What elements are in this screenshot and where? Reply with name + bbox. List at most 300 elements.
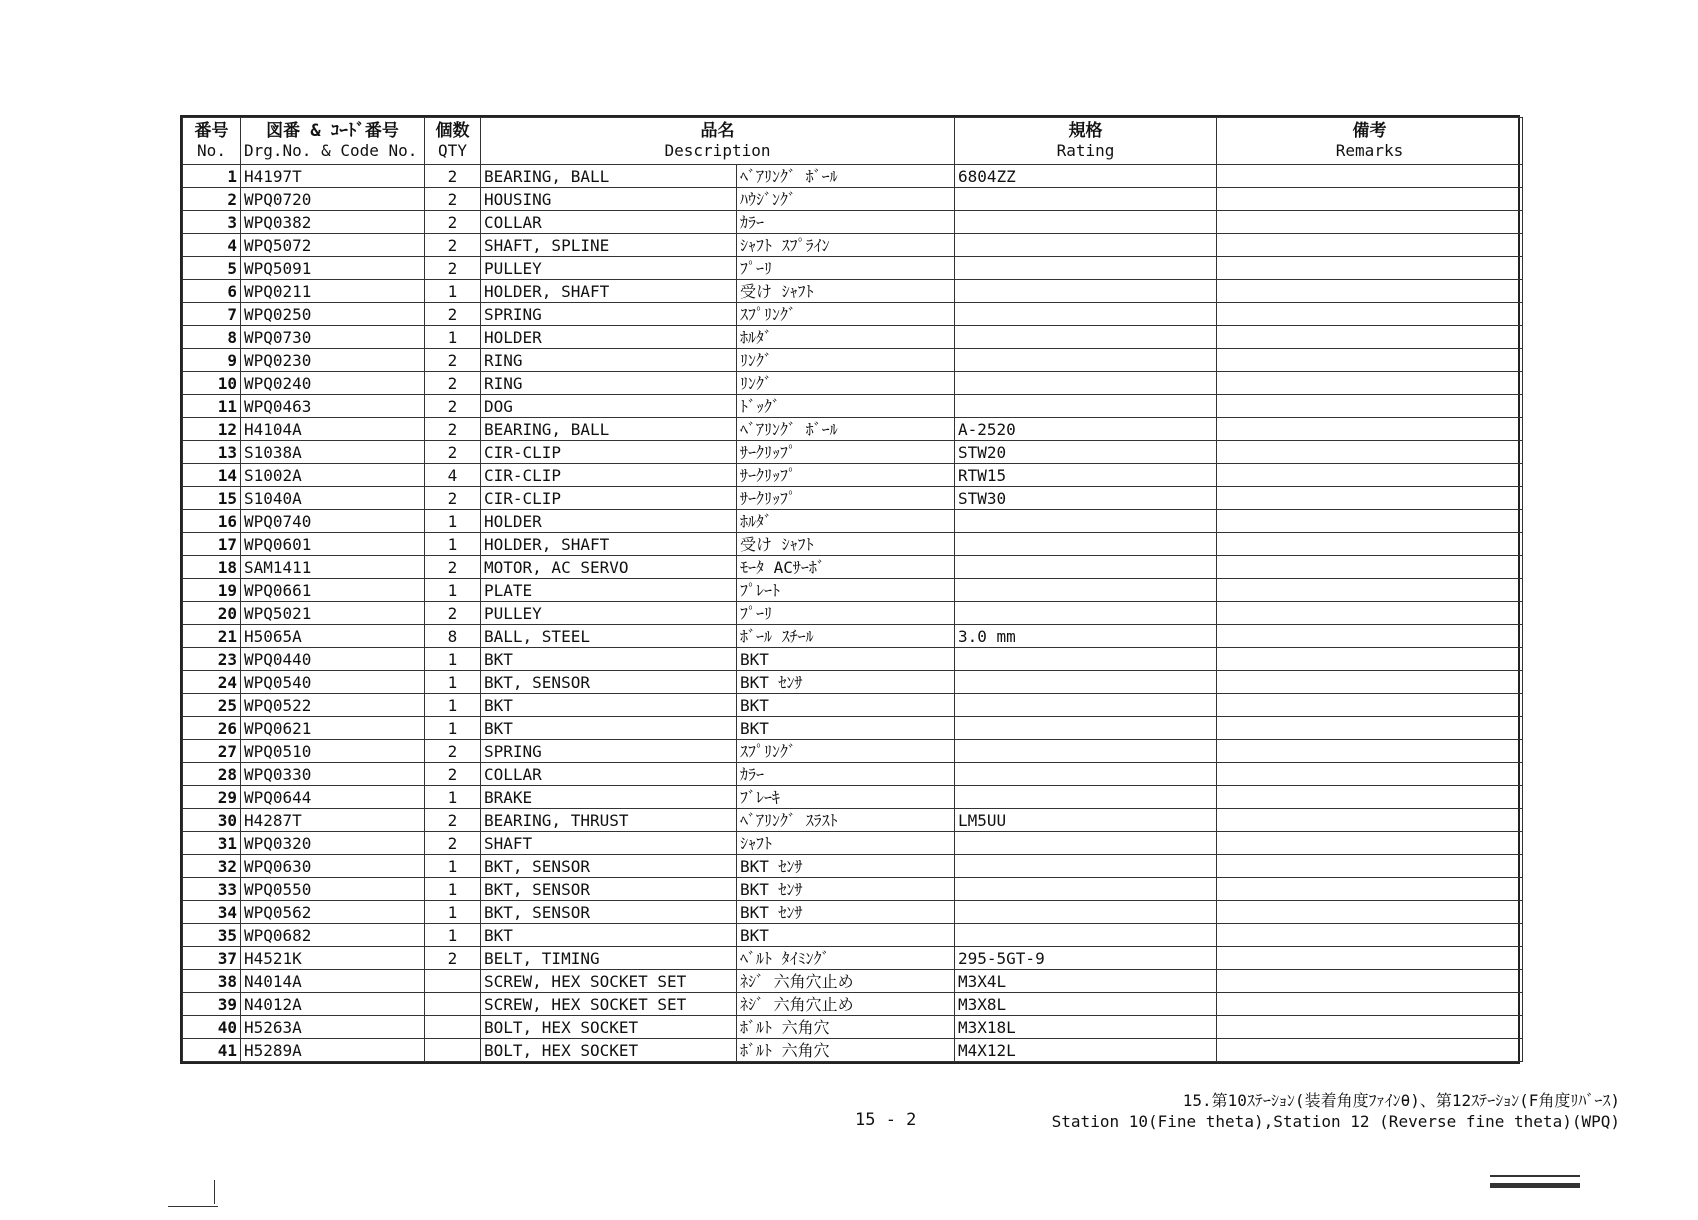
remarks-cell (1217, 694, 1523, 717)
table-row (183, 165, 1523, 188)
part-number-cell: 10 (183, 372, 241, 395)
remarks-cell (1217, 740, 1523, 763)
header-qty (425, 118, 481, 165)
rating-cell (955, 671, 1217, 694)
drawing-code-cell: S1040A (241, 487, 425, 510)
description-jp-cell: BKT ｾﾝｻ (737, 878, 955, 901)
quantity-cell: 1 (425, 694, 481, 717)
description-cell: BKT, SENSOR (481, 671, 737, 694)
description-jp-cell: ﾈｼﾞ 六角穴止め (737, 993, 955, 1016)
table-row (183, 602, 1523, 625)
part-number-cell: 9 (183, 349, 241, 372)
description-jp-cell: ﾌﾞﾚｰｷ (737, 786, 955, 809)
description-jp-cell: ｻｰｸﾘｯﾌﾟ (737, 441, 955, 464)
rating-cell (955, 280, 1217, 303)
description-jp-cell: ｼｬﾌﾄ ｽﾌﾟﾗｲﾝ (737, 234, 955, 257)
table-row (183, 441, 1523, 464)
table-row (183, 924, 1523, 947)
description-cell: PULLEY (481, 602, 737, 625)
description-jp-cell: ﾍﾞﾙﾄ ﾀｲﾐﾝｸﾞ (737, 947, 955, 970)
part-number-cell: 20 (183, 602, 241, 625)
quantity-cell: 2 (425, 257, 481, 280)
remarks-cell (1217, 441, 1523, 464)
part-number-cell: 16 (183, 510, 241, 533)
part-number-cell: 1 (183, 165, 241, 188)
description-jp-cell: ﾎﾙﾀﾞ (737, 326, 955, 349)
rating-cell (955, 878, 1217, 901)
rating-cell: STW30 (955, 487, 1217, 510)
part-number-cell: 17 (183, 533, 241, 556)
remarks-cell (1217, 970, 1523, 993)
description-cell: HOUSING (481, 188, 737, 211)
quantity-cell: 1 (425, 579, 481, 602)
drawing-code-cell: WPQ0601 (241, 533, 425, 556)
description-cell: BEARING, BALL (481, 165, 737, 188)
rating-cell: LM5UU (955, 809, 1217, 832)
parts-list-sheet (180, 115, 1520, 1064)
quantity-cell (425, 1039, 481, 1062)
description-cell: SCREW, HEX SOCKET SET (481, 970, 737, 993)
rating-cell (955, 372, 1217, 395)
rating-cell (955, 556, 1217, 579)
remarks-cell (1217, 717, 1523, 740)
quantity-cell: 2 (425, 188, 481, 211)
remarks-cell (1217, 1039, 1523, 1062)
quantity-cell: 2 (425, 303, 481, 326)
header-description (481, 118, 955, 165)
drawing-code-cell: WPQ0644 (241, 786, 425, 809)
quantity-cell: 1 (425, 671, 481, 694)
table-row (183, 947, 1523, 970)
header-rating-en: Rating (1056, 141, 1115, 160)
part-number-cell: 8 (183, 326, 241, 349)
header-drg-en: Drg.No. & Code No. (244, 141, 418, 160)
description-cell: BRAKE (481, 786, 737, 809)
header-remarks-jp: 備考 (1352, 121, 1387, 141)
description-jp-cell: ﾄﾞｯｸﾞ (737, 395, 955, 418)
remarks-cell (1217, 878, 1523, 901)
table-row (183, 188, 1523, 211)
description-jp-cell: ﾎﾞｰﾙ ｽﾁｰﾙ (737, 625, 955, 648)
description-jp-cell: ｶﾗｰ (737, 211, 955, 234)
rating-cell (955, 694, 1217, 717)
description-cell: BKT, SENSOR (481, 878, 737, 901)
description-cell: SCREW, HEX SOCKET SET (481, 993, 737, 1016)
quantity-cell: 2 (425, 395, 481, 418)
part-number-cell: 15 (183, 487, 241, 510)
description-cell: SHAFT, SPLINE (481, 234, 737, 257)
remarks-cell (1217, 257, 1523, 280)
quantity-cell: 1 (425, 901, 481, 924)
description-cell: COLLAR (481, 763, 737, 786)
scan-mark (1490, 1175, 1580, 1177)
drawing-code-cell: N4014A (241, 970, 425, 993)
part-number-cell: 40 (183, 1016, 241, 1039)
description-cell: BOLT, HEX SOCKET (481, 1016, 737, 1039)
description-jp-cell: ﾈｼﾞ 六角穴止め (737, 970, 955, 993)
rating-cell: M3X8L (955, 993, 1217, 1016)
table-row (183, 372, 1523, 395)
remarks-cell (1217, 786, 1523, 809)
quantity-cell (425, 1016, 481, 1039)
description-cell: PLATE (481, 579, 737, 602)
description-cell: BELT, TIMING (481, 947, 737, 970)
header-no-jp: 番号 (194, 121, 229, 141)
description-cell: PULLEY (481, 257, 737, 280)
part-number-cell: 24 (183, 671, 241, 694)
drawing-code-cell: WPQ0250 (241, 303, 425, 326)
remarks-cell (1217, 671, 1523, 694)
description-jp-cell: 受け ｼｬﾌﾄ (737, 533, 955, 556)
remarks-cell (1217, 165, 1523, 188)
drawing-code-cell: WPQ0621 (241, 717, 425, 740)
header-rating-jp: 規格 (1068, 121, 1103, 141)
part-number-cell: 19 (183, 579, 241, 602)
table-row (183, 464, 1523, 487)
part-number-cell: 34 (183, 901, 241, 924)
table-row (183, 740, 1523, 763)
remarks-cell (1217, 211, 1523, 234)
part-number-cell: 4 (183, 234, 241, 257)
description-cell: DOG (481, 395, 737, 418)
part-number-cell: 37 (183, 947, 241, 970)
table-header-row (183, 118, 1523, 165)
quantity-cell: 1 (425, 855, 481, 878)
table-row (183, 625, 1523, 648)
drawing-code-cell: H4197T (241, 165, 425, 188)
remarks-cell (1217, 947, 1523, 970)
rating-cell: M3X4L (955, 970, 1217, 993)
remarks-cell (1217, 533, 1523, 556)
remarks-cell (1217, 993, 1523, 1016)
part-number-cell: 25 (183, 694, 241, 717)
drawing-code-cell: H5289A (241, 1039, 425, 1062)
quantity-cell: 1 (425, 717, 481, 740)
description-cell: BKT (481, 924, 737, 947)
part-number-cell: 29 (183, 786, 241, 809)
table-row (183, 809, 1523, 832)
rating-cell: RTW15 (955, 464, 1217, 487)
rating-cell (955, 510, 1217, 533)
description-cell: SPRING (481, 303, 737, 326)
table-row (183, 395, 1523, 418)
table-row (183, 648, 1523, 671)
header-desc-jp: 品名 (700, 121, 735, 141)
rating-cell (955, 395, 1217, 418)
remarks-cell (1217, 602, 1523, 625)
rating-cell (955, 579, 1217, 602)
scan-mark (1490, 1183, 1580, 1188)
quantity-cell: 1 (425, 280, 481, 303)
remarks-cell (1217, 234, 1523, 257)
drawing-code-cell: S1038A (241, 441, 425, 464)
table-row (183, 579, 1523, 602)
drawing-code-cell: WPQ0382 (241, 211, 425, 234)
table-row (183, 671, 1523, 694)
description-cell: HOLDER, SHAFT (481, 280, 737, 303)
quantity-cell: 2 (425, 602, 481, 625)
table-row (183, 878, 1523, 901)
description-cell: CIR-CLIP (481, 464, 737, 487)
table-row (183, 763, 1523, 786)
remarks-cell (1217, 464, 1523, 487)
rating-cell (955, 303, 1217, 326)
description-jp-cell: ﾌﾟｰﾘ (737, 602, 955, 625)
part-number-cell: 41 (183, 1039, 241, 1062)
drawing-code-cell: H4287T (241, 809, 425, 832)
description-cell: HOLDER (481, 510, 737, 533)
header-no (183, 118, 241, 165)
description-jp-cell: ﾌﾟｰﾘ (737, 257, 955, 280)
drawing-code-cell: H4104A (241, 418, 425, 441)
table-row (183, 855, 1523, 878)
table-row (183, 326, 1523, 349)
drawing-code-cell: WPQ0540 (241, 671, 425, 694)
remarks-cell (1217, 303, 1523, 326)
quantity-cell: 2 (425, 487, 481, 510)
rating-cell (955, 855, 1217, 878)
quantity-cell: 4 (425, 464, 481, 487)
quantity-cell: 1 (425, 510, 481, 533)
remarks-cell (1217, 188, 1523, 211)
description-cell: CIR-CLIP (481, 441, 737, 464)
description-cell: RING (481, 372, 737, 395)
table-row (183, 993, 1523, 1016)
quantity-cell: 2 (425, 763, 481, 786)
part-number-cell: 11 (183, 395, 241, 418)
rating-cell: STW20 (955, 441, 1217, 464)
description-cell: BKT, SENSOR (481, 855, 737, 878)
description-jp-cell: BKT (737, 648, 955, 671)
drawing-code-cell: WPQ0682 (241, 924, 425, 947)
description-jp-cell: BKT ｾﾝｻ (737, 671, 955, 694)
parts-table (182, 117, 1523, 1062)
rating-cell: 295-5GT-9 (955, 947, 1217, 970)
description-cell: BOLT, HEX SOCKET (481, 1039, 737, 1062)
quantity-cell: 2 (425, 441, 481, 464)
quantity-cell: 2 (425, 234, 481, 257)
parts-table-body (183, 165, 1523, 1062)
quantity-cell: 2 (425, 809, 481, 832)
rating-cell: 3.0 mm (955, 625, 1217, 648)
header-drg (241, 118, 425, 165)
drawing-code-cell: WPQ5072 (241, 234, 425, 257)
drawing-code-cell: WPQ5021 (241, 602, 425, 625)
table-row (183, 211, 1523, 234)
rating-cell (955, 763, 1217, 786)
description-jp-cell: ﾍﾞｱﾘﾝｸﾞ ﾎﾞｰﾙ (737, 418, 955, 441)
rating-cell (955, 602, 1217, 625)
quantity-cell: 2 (425, 211, 481, 234)
part-number-cell: 5 (183, 257, 241, 280)
quantity-cell: 1 (425, 878, 481, 901)
description-cell: BKT (481, 694, 737, 717)
table-row (183, 349, 1523, 372)
description-jp-cell: ﾎﾞﾙﾄ 六角穴 (737, 1016, 955, 1039)
header-remarks (1217, 118, 1523, 165)
rating-cell (955, 832, 1217, 855)
remarks-cell (1217, 280, 1523, 303)
table-row (183, 280, 1523, 303)
drawing-code-cell: WPQ0720 (241, 188, 425, 211)
description-jp-cell: ﾊｳｼﾞﾝｸﾞ (737, 188, 955, 211)
remarks-cell (1217, 924, 1523, 947)
remarks-cell (1217, 579, 1523, 602)
part-number-cell: 13 (183, 441, 241, 464)
quantity-cell (425, 970, 481, 993)
description-cell: CIR-CLIP (481, 487, 737, 510)
rating-cell (955, 257, 1217, 280)
header-desc-en: Description (664, 141, 771, 160)
quantity-cell: 1 (425, 786, 481, 809)
description-jp-cell: BKT ｾﾝｻ (737, 855, 955, 878)
description-cell: SHAFT (481, 832, 737, 855)
part-number-cell: 35 (183, 924, 241, 947)
table-row (183, 694, 1523, 717)
remarks-cell (1217, 901, 1523, 924)
part-number-cell: 32 (183, 855, 241, 878)
drawing-code-cell: WPQ0230 (241, 349, 425, 372)
drawing-code-cell: N4012A (241, 993, 425, 1016)
rating-cell: A-2520 (955, 418, 1217, 441)
table-row (183, 556, 1523, 579)
description-jp-cell: ｻｰｸﾘｯﾌﾟ (737, 487, 955, 510)
drawing-code-cell: WPQ5091 (241, 257, 425, 280)
drawing-code-cell: WPQ0463 (241, 395, 425, 418)
rating-cell (955, 234, 1217, 257)
part-number-cell: 23 (183, 648, 241, 671)
rating-cell (955, 648, 1217, 671)
table-row (183, 418, 1523, 441)
remarks-cell (1217, 855, 1523, 878)
remarks-cell (1217, 832, 1523, 855)
rating-cell: M4X12L (955, 1039, 1217, 1062)
drawing-code-cell: WPQ0630 (241, 855, 425, 878)
part-number-cell: 38 (183, 970, 241, 993)
rating-cell (955, 717, 1217, 740)
part-number-cell: 14 (183, 464, 241, 487)
description-jp-cell: ｼｬﾌﾄ (737, 832, 955, 855)
quantity-cell (425, 993, 481, 1016)
table-row (183, 533, 1523, 556)
drawing-code-cell: WPQ0522 (241, 694, 425, 717)
footer-title (1052, 1090, 1620, 1132)
description-jp-cell: ﾎﾙﾀﾞ (737, 510, 955, 533)
part-number-cell: 3 (183, 211, 241, 234)
remarks-cell (1217, 418, 1523, 441)
table-row (183, 1039, 1523, 1062)
table-row (183, 487, 1523, 510)
rating-cell (955, 326, 1217, 349)
rating-cell: M3X18L (955, 1016, 1217, 1039)
rating-cell (955, 188, 1217, 211)
remarks-cell (1217, 763, 1523, 786)
description-cell: BKT (481, 648, 737, 671)
description-jp-cell: ｶﾗｰ (737, 763, 955, 786)
drawing-code-cell: H5065A (241, 625, 425, 648)
description-cell: BKT (481, 717, 737, 740)
drawing-code-cell: H4521K (241, 947, 425, 970)
description-jp-cell: ﾍﾞｱﾘﾝｸﾞ ﾎﾞｰﾙ (737, 165, 955, 188)
remarks-cell (1217, 349, 1523, 372)
description-jp-cell: ﾎﾞﾙﾄ 六角穴 (737, 1039, 955, 1062)
description-cell: HOLDER, SHAFT (481, 533, 737, 556)
remarks-cell (1217, 395, 1523, 418)
part-number-cell: 2 (183, 188, 241, 211)
quantity-cell: 1 (425, 648, 481, 671)
remarks-cell (1217, 372, 1523, 395)
part-number-cell: 21 (183, 625, 241, 648)
drawing-code-cell: S1002A (241, 464, 425, 487)
table-row (183, 786, 1523, 809)
part-number-cell: 27 (183, 740, 241, 763)
table-row (183, 257, 1523, 280)
description-jp-cell: ｽﾌﾟﾘﾝｸﾞ (737, 740, 955, 763)
description-jp-cell: BKT (737, 694, 955, 717)
part-number-cell: 30 (183, 809, 241, 832)
header-remarks-en: Remarks (1335, 141, 1404, 160)
rating-cell (955, 786, 1217, 809)
header-rating (955, 118, 1217, 165)
drawing-code-cell: WPQ0440 (241, 648, 425, 671)
drawing-code-cell: WPQ0562 (241, 901, 425, 924)
description-cell: BKT, SENSOR (481, 901, 737, 924)
quantity-cell: 2 (425, 165, 481, 188)
page-number: 15 - 2 (855, 1110, 917, 1130)
table-row (183, 234, 1523, 257)
description-jp-cell: ﾘﾝｸﾞ (737, 372, 955, 395)
part-number-cell: 39 (183, 993, 241, 1016)
table-row (183, 970, 1523, 993)
remarks-cell (1217, 809, 1523, 832)
quantity-cell: 8 (425, 625, 481, 648)
quantity-cell: 2 (425, 740, 481, 763)
description-jp-cell: BKT (737, 924, 955, 947)
remarks-cell (1217, 1016, 1523, 1039)
remarks-cell (1217, 487, 1523, 510)
rating-cell: 6804ZZ (955, 165, 1217, 188)
part-number-cell: 28 (183, 763, 241, 786)
drawing-code-cell: WPQ0240 (241, 372, 425, 395)
description-jp-cell: ﾓｰﾀ ACｻｰﾎﾞ (737, 556, 955, 579)
table-row (183, 510, 1523, 533)
table-row (183, 303, 1523, 326)
part-number-cell: 33 (183, 878, 241, 901)
rating-cell (955, 740, 1217, 763)
footer-title-jp: 15.第10ｽﾃｰｼｮﾝ(装着角度ﾌｧｲﾝθ)、第12ｽﾃｰｼｮﾝ(F角度ﾘﾊﾞｰｽ) (1182, 1091, 1620, 1110)
footer-title-en: Station 10(Fine theta),Station 12 (Reverse fine theta)(WPQ) (1051, 1112, 1620, 1131)
description-cell: BALL, STEEL (481, 625, 737, 648)
drawing-code-cell: WPQ0730 (241, 326, 425, 349)
description-cell: BEARING, THRUST (481, 809, 737, 832)
rating-cell (955, 924, 1217, 947)
description-cell: BEARING, BALL (481, 418, 737, 441)
quantity-cell: 2 (425, 418, 481, 441)
scan-mark (168, 1206, 218, 1207)
rating-cell (955, 349, 1217, 372)
rating-cell (955, 211, 1217, 234)
description-cell: SPRING (481, 740, 737, 763)
part-number-cell: 18 (183, 556, 241, 579)
part-number-cell: 6 (183, 280, 241, 303)
quantity-cell: 1 (425, 533, 481, 556)
table-row (183, 1016, 1523, 1039)
drawing-code-cell: WPQ0661 (241, 579, 425, 602)
table-row (183, 717, 1523, 740)
quantity-cell: 2 (425, 947, 481, 970)
drawing-code-cell: WPQ0320 (241, 832, 425, 855)
header-no-en: No. (197, 141, 226, 160)
